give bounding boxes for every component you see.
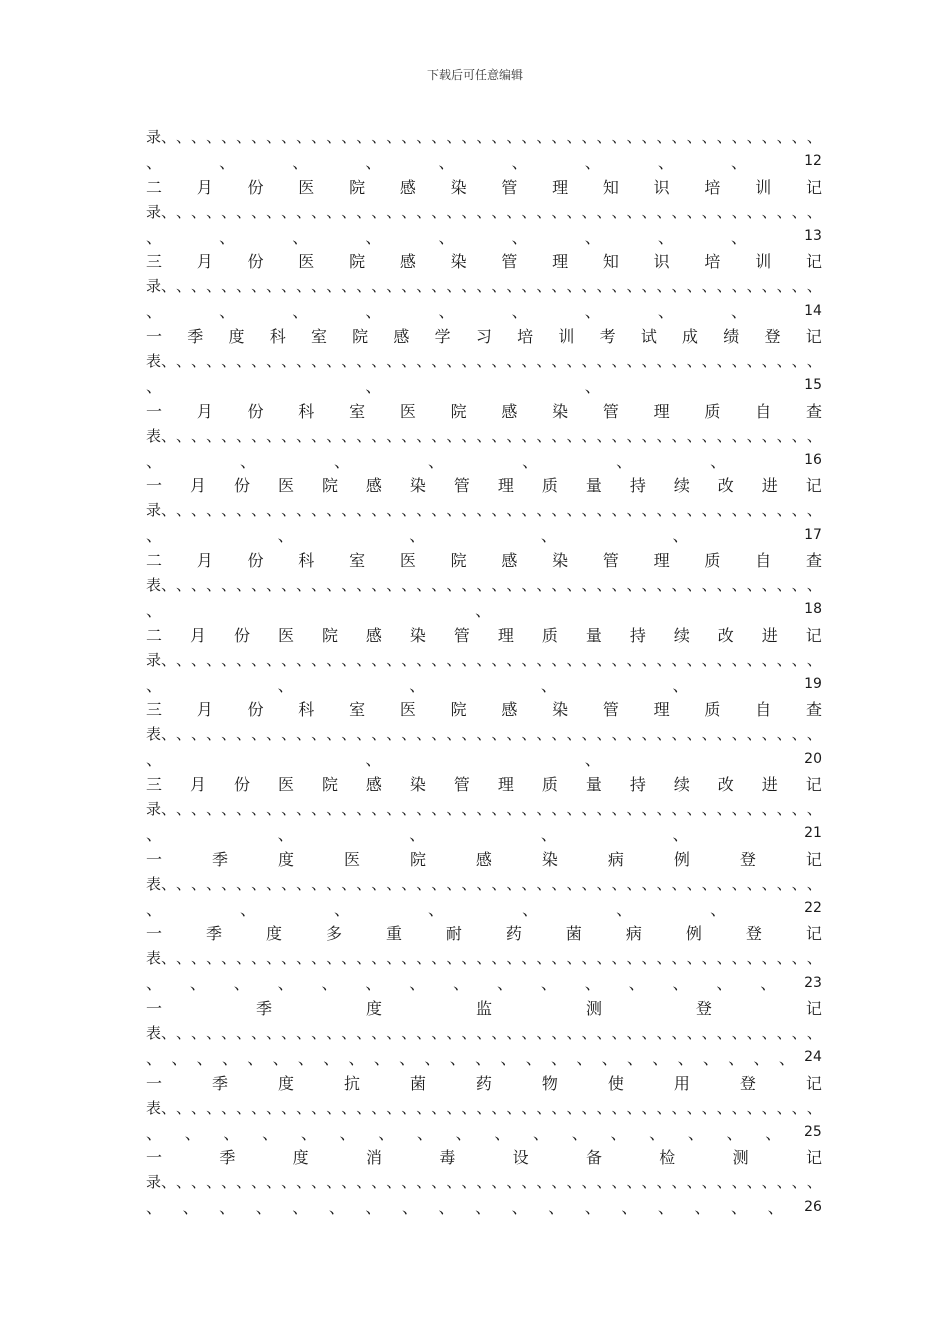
page-header: 下载后可任意编辑 [426,68,523,82]
toc-line: 、 、 、 、 、 、 、 22 [146,899,822,919]
toc-line: 录 、 、 、 、 、 、 、 、 、 、 、 、 、 、 、 、 、 、 、 、 、 、 、 、 、 、 、 、 、 、 、 、 、 、 、 、 、 、 、 、 、 、 、 、 [146,501,822,520]
toc-line: 二 月 份 医 院 感 染 管 理 质 量 持 续 改 进 记 [146,625,822,645]
toc-line: 表 、 、 、 、 、 、 、 、 、 、 、 、 、 、 、 、 、 、 、 、 、 、 、 、 、 、 、 、 、 、 、 、 、 、 、 、 、 、 、 、 、 、 、 、 [146,351,822,370]
toc-line: 一 季 度 医 院 感 染 病 例 登 记 [146,849,822,869]
toc-line: 、 、 、 、 、 、 、 16 [146,451,822,471]
toc-line: 录 、 、 、 、 、 、 、 、 、 、 、 、 、 、 、 、 、 、 、 、 、 、 、 、 、 、 、 、 、 、 、 、 、 、 、 、 、 、 、 、 、 、 、 、 [146,127,822,146]
toc-line: 录 、 、 、 、 、 、 、 、 、 、 、 、 、 、 、 、 、 、 、 、 、 、 、 、 、 、 、 、 、 、 、 、 、 、 、 、 、 、 、 、 、 、 、 、 [146,1173,822,1192]
toc-line: 、 、 、 15 [146,376,822,396]
toc-line: 录 、 、 、 、 、 、 、 、 、 、 、 、 、 、 、 、 、 、 、 、 、 、 、 、 、 、 、 、 、 、 、 、 、 、 、 、 、 、 、 、 、 、 、 、 [146,650,822,669]
toc-line: 表 、 、 、 、 、 、 、 、 、 、 、 、 、 、 、 、 、 、 、 、 、 、 、 、 、 、 、 、 、 、 、 、 、 、 、 、 、 、 、 、 、 、 、 、 [146,1024,822,1042]
toc-line: 、 、 、 、 、 、 、 、 、 、 、 、 、 、 、 、 、 、 26 [146,1198,822,1218]
toc-line: 表 、 、 、 、 、 、 、 、 、 、 、 、 、 、 、 、 、 、 、 、 、 、 、 、 、 、 、 、 、 、 、 、 、 、 、 、 、 、 、 、 、 、 、 、 [146,725,822,744]
toc-line: 表 、 、 、 、 、 、 、 、 、 、 、 、 、 、 、 、 、 、 、 、 、 、 、 、 、 、 、 、 、 、 、 、 、 、 、 、 、 、 、 、 、 、 、 、 [146,1098,822,1117]
toc-line: 、 、 、 、 、 17 [146,526,822,546]
toc-line: 一 季 度 消 毒 设 备 检 测 记 [146,1148,822,1168]
toc-line: 一 季 度 科 室 院 感 学 习 培 训 考 试 成 绩 登 记 [146,327,822,347]
toc-line: 、 、 、 、 、 21 [146,824,822,844]
toc-line: 一 季 度 多 重 耐 药 菌 病 例 登 记 [146,924,822,944]
toc-line: 录 、 、 、 、 、 、 、 、 、 、 、 、 、 、 、 、 、 、 、 、 、 、 、 、 、 、 、 、 、 、 、 、 、 、 、 、 、 、 、 、 、 、 、 、 [146,799,822,818]
toc-line: 三 月 份 医 院 感 染 管 理 质 量 持 续 改 进 记 [146,775,822,795]
toc-line: 、 、 、 、 、 、 、 、 、 、 、 、 、 、 、 23 [146,974,822,994]
toc-line: 二 月 份 医 院 感 染 管 理 知 识 培 训 记 [146,177,822,197]
toc-line: 三 月 份 医 院 感 染 管 理 知 识 培 训 记 [146,252,822,272]
toc-line: 表 、 、 、 、 、 、 、 、 、 、 、 、 、 、 、 、 、 、 、 、 、 、 、 、 、 、 、 、 、 、 、 、 、 、 、 、 、 、 、 、 、 、 、 、 [146,575,822,594]
toc-line: 录 、 、 、 、 、 、 、 、 、 、 、 、 、 、 、 、 、 、 、 、 、 、 、 、 、 、 、 、 、 、 、 、 、 、 、 、 、 、 、 、 、 、 、 、 [146,277,822,296]
toc-line: 表 、 、 、 、 、 、 、 、 、 、 、 、 、 、 、 、 、 、 、 、 、 、 、 、 、 、 、 、 、 、 、 、 、 、 、 、 、 、 、 、 、 、 、 、 [146,949,822,968]
table-of-contents [146,124,822,1219]
toc-line: 一 月 份 科 室 医 院 感 染 管 理 质 自 查 [146,401,822,421]
toc-line: 录 、 、 、 、 、 、 、 、 、 、 、 、 、 、 、 、 、 、 、 、 、 、 、 、 、 、 、 、 、 、 、 、 、 、 、 、 、 、 、 、 、 、 、 、 [146,202,822,221]
toc-line: 一 月 份 医 院 感 染 管 理 质 量 持 续 改 进 记 [146,476,822,496]
toc-line: 表 、 、 、 、 、 、 、 、 、 、 、 、 、 、 、 、 、 、 、 、 、 、 、 、 、 、 、 、 、 、 、 、 、 、 、 、 、 、 、 、 、 、 、 、 [146,874,822,893]
toc-line: 三 月 份 科 室 医 院 感 染 管 理 质 自 查 [146,700,822,720]
toc-line: 二 月 份 科 室 医 院 感 染 管 理 质 自 查 [146,551,822,571]
toc-line: 一 季 度 抗 菌 药 物 使 用 登 记 [146,1073,822,1093]
toc-line: 、 、 18 [146,600,822,620]
toc-line: 、 、 、 、 、 、 、 、 、 、 、 、 、 、 、 、 、 、 、 、 、 、 、 、 、 、 24 [146,1048,822,1068]
toc-line: 、 、 、 、 、 、 、 、 、 、 、 、 、 、 、 、 、 25 [146,1123,822,1143]
toc-line: 、 、 、 、 、 、 、 、 、 12 [146,152,822,172]
toc-line: 表 、 、 、 、 、 、 、 、 、 、 、 、 、 、 、 、 、 、 、 、 、 、 、 、 、 、 、 、 、 、 、 、 、 、 、 、 、 、 、 、 、 、 、 、 [146,426,822,445]
toc-line: 、 、 、 、 、 、 、 、 、 13 [146,227,822,247]
toc-line: 、 、 、 20 [146,750,822,770]
toc-line: 、 、 、 、 、 19 [146,675,822,695]
toc-line: 一 季 度 监 测 登 记 [146,999,822,1019]
toc-line: 、 、 、 、 、 、 、 、 、 14 [146,302,822,322]
